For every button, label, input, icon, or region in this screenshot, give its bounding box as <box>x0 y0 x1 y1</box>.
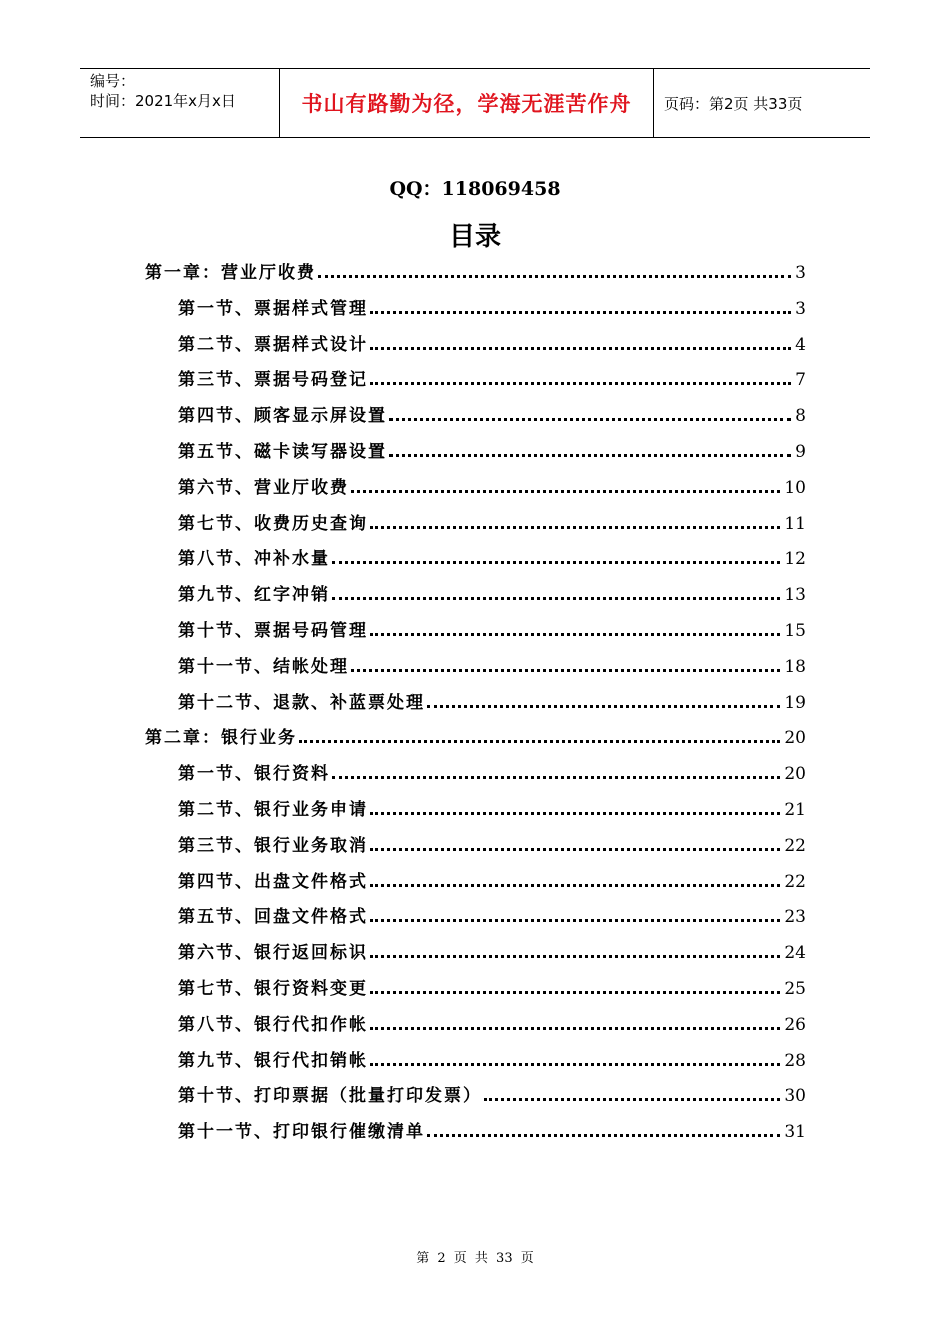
toc-entry-title: 第七节、收费历史查询 <box>178 513 368 534</box>
toc-section-entry[interactable] <box>178 1077 806 1109</box>
toc-section-entry[interactable] <box>178 505 806 537</box>
toc-section-entry[interactable] <box>178 540 806 572</box>
qq-line: QQ：118069458 <box>389 178 561 200</box>
toc-entry-page: 15 <box>784 621 806 641</box>
toc-leader-dots <box>332 597 780 600</box>
toc-leader-dots <box>389 454 791 457</box>
toc-entry-title: 第三节、银行业务取消 <box>178 835 368 856</box>
toc-leader-dots <box>370 311 791 314</box>
toc-entry-title: 第十节、打印票据（批量打印发票） <box>178 1086 482 1107</box>
toc-entry-page: 25 <box>784 979 806 999</box>
toc-entry-page: 8 <box>795 406 806 427</box>
toc-entry-page: 3 <box>795 298 806 319</box>
page-footer: 第 2 页 共 33 页 <box>416 1251 534 1266</box>
toc-leader-dots <box>370 955 780 958</box>
toc-leader-dots <box>370 919 780 922</box>
toc-section-entry[interactable] <box>178 827 806 859</box>
toc-leader-dots <box>370 848 780 851</box>
toc-section-entry[interactable] <box>178 576 806 608</box>
toc-section-entry[interactable] <box>178 1006 806 1038</box>
toc-entry-page: 19 <box>784 692 806 713</box>
toc-leader-dots <box>299 740 780 743</box>
toc-entry-title: 第十二节、退款、补蓝票处理 <box>178 692 425 713</box>
toc-entry-title: 第九节、银行代扣销帐 <box>178 1050 368 1071</box>
toc-entry-page: 7 <box>795 370 806 391</box>
number-label: 编号： <box>90 72 136 90</box>
toc-leader-dots <box>389 418 791 421</box>
toc-entry-page: 23 <box>784 907 806 928</box>
toc-entry-title: 第六节、营业厅收费 <box>178 477 349 498</box>
toc-leader-dots <box>484 1098 780 1101</box>
toc-title: 目录 <box>448 222 501 252</box>
toc-section-entry[interactable] <box>178 469 806 501</box>
toc-entry-page: 22 <box>784 871 806 892</box>
header-page-info: 页码：第2页 共33页 <box>664 94 803 113</box>
toc-entry-page: 22 <box>784 835 806 856</box>
toc-leader-dots <box>370 884 780 887</box>
toc-entry-page: 24 <box>784 943 806 964</box>
time-label: 时间：2021年x月x日 <box>90 92 236 110</box>
toc-entry-title: 第四节、出盘文件格式 <box>178 871 368 892</box>
toc-entry-title: 第二节、票据样式设计 <box>178 334 368 355</box>
toc-entry-page: 20 <box>784 764 806 785</box>
toc-section-entry[interactable] <box>178 433 806 465</box>
toc-leader-dots <box>351 490 780 493</box>
toc-entry-page: 11 <box>784 513 806 534</box>
toc-leader-dots <box>370 382 791 385</box>
page-header <box>80 68 870 138</box>
toc-leader-dots <box>370 1063 780 1066</box>
toc-chapter-entry[interactable] <box>145 254 806 286</box>
toc-entry-title: 第一节、票据样式管理 <box>178 298 368 319</box>
toc-section-entry[interactable] <box>178 290 806 322</box>
toc-leader-dots <box>370 991 780 994</box>
toc-entry-title: 第十一节、结帐处理 <box>178 656 349 677</box>
toc-leader-dots <box>351 669 780 672</box>
toc-entry-page: 9 <box>795 442 806 462</box>
toc-entry-page: 28 <box>784 1050 806 1071</box>
toc-leader-dots <box>427 705 780 708</box>
header-meta <box>80 69 280 137</box>
toc-section-entry[interactable] <box>178 898 806 930</box>
toc-entry-page: 10 <box>784 477 806 498</box>
toc-section-entry[interactable] <box>178 970 806 1002</box>
toc-section-entry[interactable] <box>178 791 806 823</box>
toc-section-entry[interactable] <box>178 684 806 716</box>
toc-entry-title: 第八节、银行代扣作帐 <box>178 1014 368 1035</box>
toc-entry-page: 3 <box>795 263 806 283</box>
toc-entry-title: 第十一节、打印银行催缴清单 <box>178 1122 425 1143</box>
toc-leader-dots <box>370 347 791 350</box>
toc-section-entry[interactable] <box>178 326 806 358</box>
header-motto: 书山有路勤为径，学海无涯苦作舟 <box>280 69 654 137</box>
toc-section-entry[interactable] <box>178 863 806 895</box>
toc-entry-page: 4 <box>795 334 806 355</box>
toc-section-entry[interactable] <box>178 1113 806 1145</box>
toc-section-entry[interactable] <box>178 612 806 644</box>
toc-section-entry[interactable] <box>178 755 806 787</box>
toc-entry-title: 第二章：银行业务 <box>145 728 297 749</box>
toc-entry-page: 12 <box>784 549 806 570</box>
toc-entry-title: 第一章：营业厅收费 <box>145 263 316 283</box>
toc-leader-dots <box>427 1134 780 1137</box>
toc-leader-dots <box>370 526 780 529</box>
toc-leader-dots <box>370 812 780 815</box>
toc-leader-dots <box>332 561 780 564</box>
toc-entry-title: 第十节、票据号码管理 <box>178 621 368 641</box>
toc-section-entry[interactable] <box>178 1042 806 1074</box>
toc-entry-page: 30 <box>784 1086 806 1107</box>
toc-entry-page: 13 <box>784 585 806 606</box>
toc-entry-title: 第一节、银行资料 <box>178 764 330 785</box>
toc-leader-dots <box>370 1027 780 1030</box>
toc-section-entry[interactable] <box>178 648 806 680</box>
toc-entry-page: 20 <box>784 728 806 749</box>
toc-chapter-entry[interactable] <box>145 719 806 751</box>
toc-entry-page: 31 <box>784 1122 806 1143</box>
toc-entry-page: 21 <box>784 800 806 820</box>
toc-section-entry[interactable] <box>178 361 806 393</box>
toc-entry-title: 第四节、顾客显示屏设置 <box>178 406 387 427</box>
toc-entry-title: 第三节、票据号码登记 <box>178 370 368 391</box>
toc-leader-dots <box>332 776 780 779</box>
toc-leader-dots <box>318 275 791 278</box>
toc-entry-title: 第二节、银行业务申请 <box>178 800 368 820</box>
toc-entry-title: 第七节、银行资料变更 <box>178 979 368 999</box>
toc-entry-title: 第五节、磁卡读写器设置 <box>178 442 387 462</box>
toc-entry-title: 第六节、银行返回标识 <box>178 943 368 964</box>
toc-section-entry[interactable] <box>178 934 806 966</box>
toc-leader-dots <box>370 633 780 636</box>
toc-section-entry[interactable] <box>178 397 806 429</box>
toc-entry-title: 第五节、回盘文件格式 <box>178 907 368 928</box>
toc-entry-page: 18 <box>784 656 806 677</box>
toc-entry-page: 26 <box>784 1014 806 1035</box>
toc-entry-title: 第九节、红字冲销 <box>178 585 330 606</box>
toc-entry-title: 第八节、冲补水量 <box>178 549 330 570</box>
